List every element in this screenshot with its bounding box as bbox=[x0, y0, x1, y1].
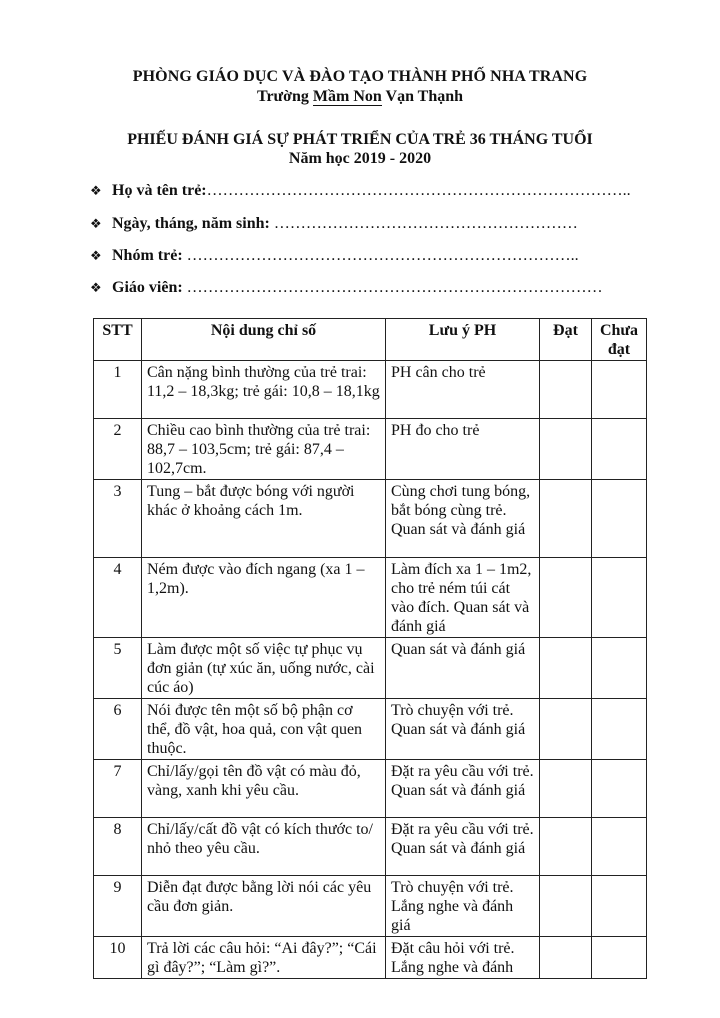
row-pass-cell[interactable] bbox=[540, 558, 592, 638]
table-row bbox=[94, 937, 647, 979]
row-pass-cell[interactable] bbox=[540, 818, 592, 876]
form-title: PHIẾU ĐÁNH GIÁ SỰ PHÁT TRIỂN CỦA TRẺ 36 THÁNG TUỔI bbox=[127, 131, 593, 148]
row-stt: 1 bbox=[94, 361, 142, 419]
row-fail-cell[interactable] bbox=[592, 876, 647, 937]
table-row bbox=[94, 361, 647, 419]
table-row bbox=[94, 760, 647, 818]
row-note: Đặt câu hỏi với trẻ. Lắng nghe và đánh bbox=[386, 937, 540, 979]
row-content: Nói được tên một số bộ phận cơ thể, đồ vật, hoa quả, con vật quen thuộc. bbox=[142, 699, 386, 760]
table-row bbox=[94, 638, 647, 699]
info-child-name bbox=[90, 182, 631, 200]
info-teacher bbox=[90, 279, 603, 297]
diamond-bullet-icon: ❖ bbox=[90, 280, 102, 295]
row-fail-cell[interactable] bbox=[592, 818, 647, 876]
row-pass-cell[interactable] bbox=[540, 876, 592, 937]
row-stt: 10 bbox=[94, 937, 142, 979]
row-note: Trò chuyện với trẻ. Quan sát và đánh giá bbox=[386, 699, 540, 760]
row-stt: 2 bbox=[94, 419, 142, 480]
table-row bbox=[94, 699, 647, 760]
diamond-bullet-icon: ❖ bbox=[90, 248, 102, 263]
row-stt: 6 bbox=[94, 699, 142, 760]
row-pass-cell[interactable] bbox=[540, 480, 592, 558]
row-note: Quan sát và đánh giá bbox=[386, 638, 540, 699]
info-label: Ngày, tháng, năm sinh: bbox=[112, 215, 270, 232]
row-content: Chỉ/lấy/gọi tên đồ vật có màu đỏ, vàng, xanh khi yêu cầu. bbox=[142, 760, 386, 818]
row-stt: 5 bbox=[94, 638, 142, 699]
diamond-bullet-icon: ❖ bbox=[90, 216, 102, 231]
row-fail-cell[interactable] bbox=[592, 480, 647, 558]
row-fail-cell[interactable] bbox=[592, 699, 647, 760]
row-note: Làm đích xa 1 – 1m2, cho trẻ ném túi cát vào đích. Quan sát và đánh giá bbox=[386, 558, 540, 638]
header-parent-note: Lưu ý PH bbox=[386, 319, 540, 361]
assessment-table bbox=[93, 318, 647, 979]
row-note: Cùng chơi tung bóng, bắt bóng cùng trẻ. Quan sát và đánh giá bbox=[386, 480, 540, 558]
header-content: Nội dung chỉ số bbox=[142, 319, 386, 361]
table-row bbox=[94, 876, 647, 937]
school-prefix: Trường bbox=[256, 88, 313, 105]
row-stt: 4 bbox=[94, 558, 142, 638]
row-content: Ném được vào đích ngang (xa 1 – 1,2m). bbox=[142, 558, 386, 638]
row-fail-cell[interactable] bbox=[592, 638, 647, 699]
row-note: Trò chuyện với trẻ. Lắng nghe và đánh giá bbox=[386, 876, 540, 937]
info-dots: ………………………………………………… bbox=[269, 215, 578, 232]
row-note: PH đo cho trẻ bbox=[386, 419, 540, 480]
row-content: Chỉ/lấy/cất đồ vật có kích thước to/ nhỏ theo yêu cầu. bbox=[142, 818, 386, 876]
row-content: Diễn đạt được bằng lời nói các yêu cầu đơn giản. bbox=[142, 876, 386, 937]
info-group bbox=[90, 247, 579, 265]
row-stt: 7 bbox=[94, 760, 142, 818]
row-stt: 8 bbox=[94, 818, 142, 876]
school-year: Năm học 2019 - 2020 bbox=[288, 150, 432, 167]
table-header-row bbox=[94, 319, 647, 361]
row-note: PH cân cho trẻ bbox=[386, 361, 540, 419]
info-dots: …………………………………………………………………….. bbox=[206, 182, 631, 199]
row-fail-cell[interactable] bbox=[592, 558, 647, 638]
row-pass-cell[interactable] bbox=[540, 760, 592, 818]
row-content: Trả lời các câu hỏi: “Ai đây?”; “Cái gì đây?”; “Làm gì?”. bbox=[142, 937, 386, 979]
row-note: Đặt ra yêu cầu với trẻ. Quan sát và đánh giá bbox=[386, 760, 540, 818]
info-dots: ……………………………………………………………….. bbox=[182, 247, 579, 264]
info-label: Nhóm trẻ: bbox=[112, 247, 183, 264]
row-fail-cell[interactable] bbox=[592, 361, 647, 419]
department-title: PHÒNG GIÁO DỤC VÀ ĐÀO TẠO THÀNH PHỐ NHA TRANG bbox=[132, 68, 588, 85]
info-label: Giáo viên: bbox=[112, 279, 183, 296]
header-pass: Đạt bbox=[540, 319, 592, 361]
row-pass-cell[interactable] bbox=[540, 419, 592, 480]
info-birth-date bbox=[90, 215, 578, 233]
table-row bbox=[94, 419, 647, 480]
row-content: Chiều cao bình thường của trẻ trai: 88,7 – 103,5cm; trẻ gái: 87,4 – 102,7cm. bbox=[142, 419, 386, 480]
table-row bbox=[94, 558, 647, 638]
school-name bbox=[0, 88, 720, 106]
row-stt: 9 bbox=[94, 876, 142, 937]
diamond-bullet-icon: ❖ bbox=[90, 183, 102, 198]
row-pass-cell[interactable] bbox=[540, 699, 592, 760]
row-stt: 3 bbox=[94, 480, 142, 558]
row-fail-cell[interactable] bbox=[592, 419, 647, 480]
row-content: Cân nặng bình thường của trẻ trai: 11,2 – 18,3kg; trẻ gái: 10,8 – 18,1kg bbox=[142, 361, 386, 419]
row-pass-cell[interactable] bbox=[540, 937, 592, 979]
school-suffix: Vạn Thạnh bbox=[381, 88, 464, 105]
row-pass-cell[interactable] bbox=[540, 361, 592, 419]
row-content: Làm được một số việc tự phục vụ đơn giản (tự xúc ăn, uống nước, cài cúc áo) bbox=[142, 638, 386, 699]
row-pass-cell[interactable] bbox=[540, 638, 592, 699]
header-stt: STT bbox=[94, 319, 142, 361]
school-underlined: Mầm Non bbox=[312, 88, 382, 105]
row-note: Đặt ra yêu cầu với trẻ. Quan sát và đánh giá bbox=[386, 818, 540, 876]
row-fail-cell[interactable] bbox=[592, 760, 647, 818]
row-content: Tung – bắt được bóng với người khác ở khoảng cách 1m. bbox=[142, 480, 386, 558]
row-fail-cell[interactable] bbox=[592, 937, 647, 979]
table-row bbox=[94, 480, 647, 558]
info-label: Họ và tên trẻ: bbox=[112, 182, 207, 199]
table-row bbox=[94, 818, 647, 876]
info-dots: …………………………………………………………………… bbox=[182, 279, 603, 296]
header-fail: Chưa đạt bbox=[592, 319, 647, 361]
